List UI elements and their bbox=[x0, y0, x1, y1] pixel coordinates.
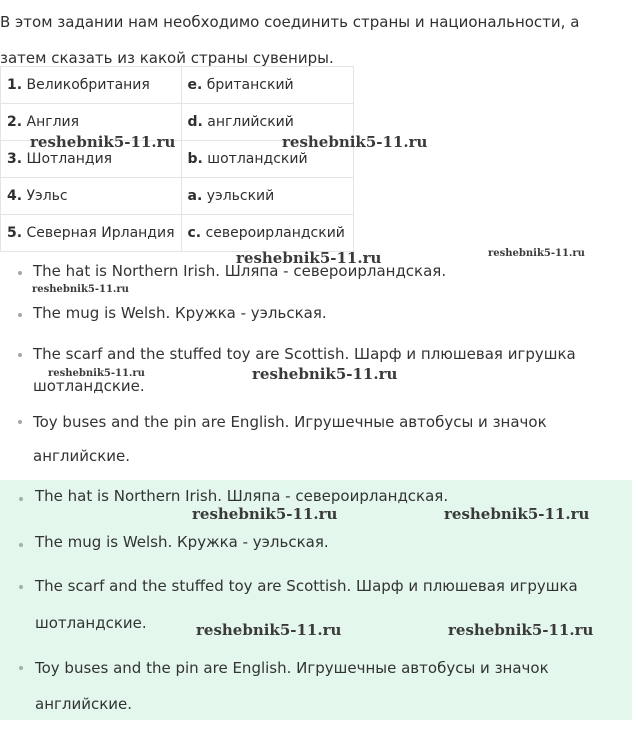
bullet-icon bbox=[18, 313, 22, 317]
country-cell bbox=[1, 178, 182, 215]
row-letter: b. bbox=[187, 151, 203, 167]
watermark: reshebnik5-11.ru bbox=[488, 248, 585, 259]
row-letter: e. bbox=[187, 77, 203, 93]
watermark: reshebnik5-11.ru bbox=[32, 284, 129, 295]
row-number: 1. bbox=[7, 77, 23, 93]
country-name: Уэльс bbox=[26, 188, 68, 204]
row-letter: a. bbox=[187, 188, 203, 204]
matching-table bbox=[0, 66, 354, 252]
country-cell bbox=[1, 215, 182, 252]
nationality-name: британский bbox=[206, 77, 294, 93]
table-row bbox=[1, 215, 354, 252]
list-item bbox=[33, 405, 593, 473]
bullet-icon bbox=[19, 497, 23, 501]
country-cell bbox=[1, 67, 182, 104]
watermark: reshebnik5-11.ru bbox=[252, 365, 398, 383]
list-item bbox=[35, 650, 625, 722]
watermark: reshebnik5-11.ru bbox=[444, 505, 590, 523]
list-item bbox=[35, 533, 625, 551]
watermark: reshebnik5-11.ru bbox=[30, 133, 176, 151]
answer-text: Toy buses and the pin are English. Игрушечные автобусы и значок английские. bbox=[33, 413, 547, 465]
list-item bbox=[33, 304, 593, 322]
answer-text: The hat is Northern Irish. Шляпа - североирландская. bbox=[35, 487, 449, 505]
watermark: reshebnik5-11.ru bbox=[48, 368, 145, 379]
bullet-icon bbox=[19, 666, 23, 670]
watermark: reshebnik5-11.ru bbox=[282, 133, 428, 151]
nationality-name: североирландский bbox=[205, 225, 345, 241]
answer-text: The mug is Welsh. Кружка - уэльская. bbox=[33, 304, 327, 322]
row-letter: c. bbox=[187, 225, 202, 241]
nationality-name: английский bbox=[207, 114, 294, 130]
watermark: reshebnik5-11.ru bbox=[236, 249, 382, 267]
bullet-icon bbox=[18, 353, 22, 357]
country-name: Шотландия bbox=[26, 151, 113, 167]
country-name: Великобритания bbox=[26, 77, 150, 93]
row-letter: d. bbox=[187, 114, 203, 130]
answer-text: The scarf and the stuffed toy are Scottish. Шарф и плюшевая игрушка шотландские. bbox=[33, 345, 576, 395]
watermark: reshebnik5-11.ru bbox=[448, 621, 594, 639]
intro-text: В этом задании нам необходимо соединить страны и национальности, а затем сказать из какой страны сувениры. bbox=[0, 13, 580, 67]
table-row bbox=[1, 178, 354, 215]
country-name: Северная Ирландия bbox=[26, 225, 175, 241]
row-number: 2. bbox=[7, 114, 23, 130]
bullet-icon bbox=[19, 585, 23, 589]
watermark: reshebnik5-11.ru bbox=[196, 621, 342, 639]
nationality-name: уэльский bbox=[206, 188, 275, 204]
list-item bbox=[35, 487, 625, 505]
answer-text: The mug is Welsh. Кружка - уэльская. bbox=[35, 533, 329, 551]
country-name: Англия bbox=[26, 114, 80, 130]
bullet-icon bbox=[19, 543, 23, 547]
row-number: 4. bbox=[7, 188, 23, 204]
row-number: 5. bbox=[7, 225, 23, 241]
row-number: 3. bbox=[7, 151, 23, 167]
watermark: reshebnik5-11.ru bbox=[192, 505, 338, 523]
nationality-cell bbox=[181, 215, 353, 252]
answer-text: Toy buses and the pin are English. Игрушечные автобусы и значок английские. bbox=[35, 659, 549, 713]
bullet-icon bbox=[18, 271, 22, 275]
nationality-cell bbox=[181, 178, 353, 215]
bullet-icon bbox=[18, 420, 22, 424]
nationality-name: шотландский bbox=[207, 151, 308, 167]
answer-text: The hat is Northern Irish. Шляпа - североирландская. bbox=[33, 262, 447, 280]
table-row bbox=[1, 67, 354, 104]
answer-text: The scarf and the stuffed toy are Scottish. Шарф и плюшевая игрушка шотландские. bbox=[35, 577, 578, 632]
nationality-cell bbox=[181, 67, 353, 104]
